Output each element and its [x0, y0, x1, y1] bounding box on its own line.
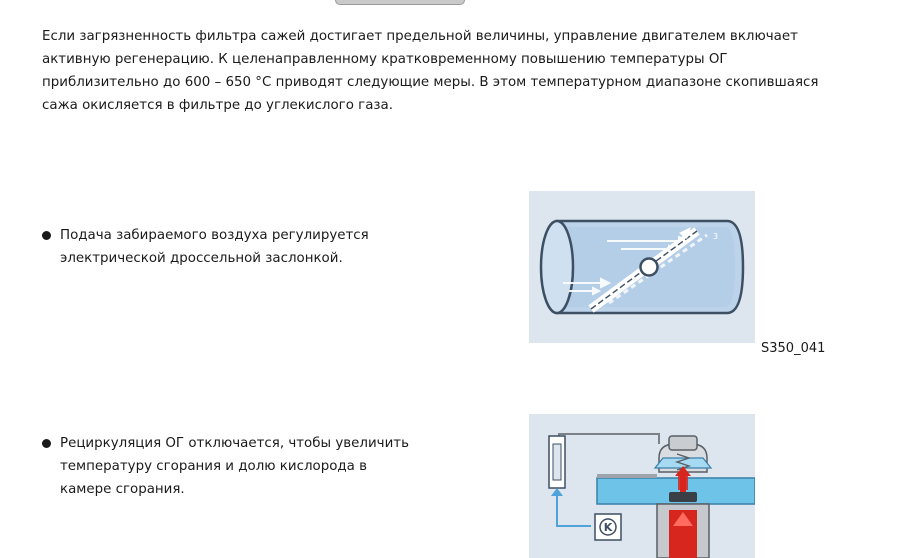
bullet-dot — [42, 439, 51, 448]
throttle-valve-figure — [529, 191, 755, 343]
bullet-egr — [42, 432, 412, 501]
bullet-throttle-text: Подача забираемого воздуха регулируется электрической дроссельной заслонкой. — [60, 228, 369, 266]
bullet-throttle — [42, 224, 402, 270]
bullet-egr-text: Рециркуляция ОГ отключается, чтобы увеличить температуру сгорания и долю кислорода в камере сгорания. — [60, 436, 409, 497]
control-unit-label: K — [603, 521, 613, 534]
page-header-tab — [335, 0, 465, 5]
intro-paragraph: Если загрязненность фильтра сажей достигает предельной величины, управление двигателем включает активную регенерацию. К целенаправленному кратковременному повышению температуры ОГ приблизительно до 600 – 650 °С приводят следующие меры. В этом температурном диапазоне скопившаяся сажа окисляется в фильтре до углекислого газа. — [42, 29, 819, 113]
throttle-valve-diagram-icon — [529, 191, 755, 343]
figure-caption: S350_041 — [761, 341, 826, 356]
egr-valve-diagram-icon — [529, 414, 755, 558]
bullet-dot — [42, 231, 51, 240]
egr-valve-figure — [529, 414, 755, 558]
svg-text:3: 3 — [713, 232, 719, 241]
